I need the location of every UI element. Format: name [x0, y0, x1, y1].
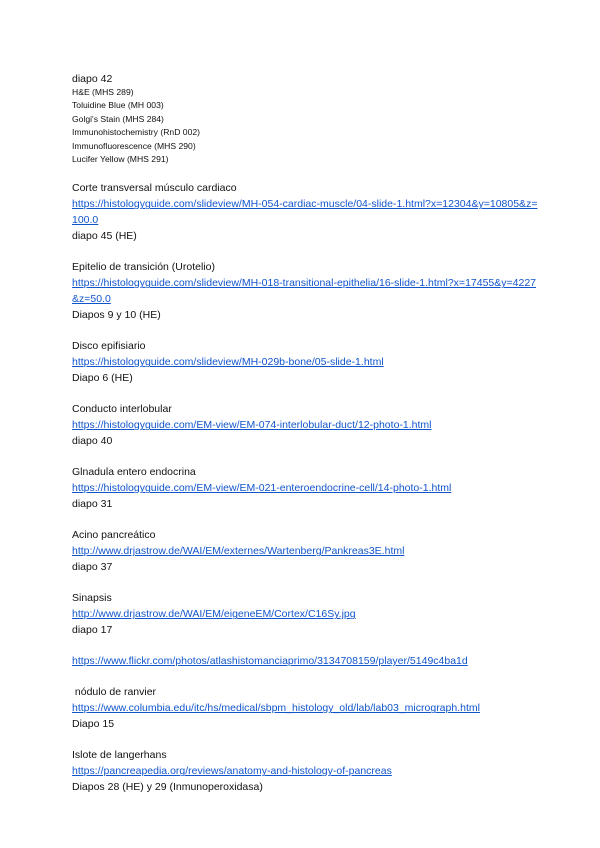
entry-note: Diapo 15	[72, 718, 115, 731]
entry-node-of-ranvier	[72, 684, 542, 732]
entry-title: Islote de langerhans	[72, 749, 167, 762]
document-page	[72, 72, 542, 795]
entry-note: diapo 31	[72, 498, 113, 511]
entry-title: Conducto interlobular	[72, 403, 172, 416]
entry-note: Diapos 28 (HE) y 29 (Inmunoperoxidasa)	[72, 781, 263, 794]
entry-title: Corte transversal músculo cardiaco	[72, 182, 237, 195]
entry-title: Epitelio de transición (Urotelio)	[72, 261, 215, 274]
entry-epiphyseal-disc	[72, 338, 542, 386]
entry-islet-of-langerhans	[72, 747, 542, 795]
stain-item: Immunofluorescence (MHS 290)	[72, 140, 196, 151]
entry-note: Diapos 9 y 10 (HE)	[72, 309, 161, 322]
stain-item: Immunohistochemistry (RnD 002)	[72, 127, 200, 138]
entry-synapse	[72, 590, 542, 638]
intro-heading: diapo 42	[72, 73, 113, 85]
entry-enteroendocrine-gland	[72, 464, 542, 512]
entry-link[interactable]: https://pancreapedia.org/reviews/anatomy-and-histology-of-pancreas	[72, 765, 392, 778]
stain-item: Golgi's Stain (MHS 284)	[72, 113, 164, 124]
entry-title: Disco epifisiario	[72, 340, 146, 353]
entry-note: diapo 40	[72, 435, 113, 448]
stain-item: H&E (MHS 289)	[72, 87, 134, 97]
stain-item: Toluidine Blue (MH 003)	[72, 100, 164, 111]
entry-note: diapo 37	[72, 561, 113, 574]
entry-cardiac-muscle	[72, 180, 542, 244]
entry-transitional-epithelium	[72, 259, 542, 323]
entry-flickr-link	[72, 653, 542, 669]
entry-link[interactable]: http://www.drjastrow.de/WAI/EM/externes/Wartenberg/Pankreas3E.html	[72, 545, 405, 558]
entry-title: Glnadula entero endocrina	[72, 466, 196, 479]
entry-note: diapo 45 (HE)	[72, 230, 137, 243]
entry-title: Sinapsis	[72, 592, 112, 605]
entry-link[interactable]: https://www.flickr.com/photos/atlashistomanciaprimo/3134708159/player/5149c4ba1d	[72, 655, 468, 668]
stain-list	[72, 86, 542, 166]
entry-interlobular-duct	[72, 401, 542, 449]
entry-pancreatic-acinus	[72, 527, 542, 575]
entry-link[interactable]: https://www.columbia.edu/itc/hs/medical/sbpm_histology_old/lab/lab03_micrograph.html	[72, 702, 480, 715]
entry-title: nódulo de ranvier	[72, 686, 157, 699]
stain-item: Lucifer Yellow (MHS 291)	[72, 154, 169, 165]
entry-note: Diapo 6 (HE)	[72, 372, 133, 385]
entry-link[interactable]: https://histologyguide.com/slideview/MH-018-transitional-epithelia/16-slide-1.html?x=17455&y=4227&z=50.0	[72, 277, 537, 306]
entry-title: Acino pancreático	[72, 529, 156, 542]
entry-link[interactable]: https://histologyguide.com/EM-view/EM-074-interlobular-duct/12-photo-1.html	[72, 419, 432, 432]
entry-note: diapo 17	[72, 624, 113, 637]
entry-link[interactable]: https://histologyguide.com/slideview/MH-029b-bone/05-slide-1.html	[72, 356, 384, 369]
entry-link[interactable]: https://histologyguide.com/slideview/MH-054-cardiac-muscle/04-slide-1.html?x=12304&y=10805&z=100.0	[72, 198, 538, 227]
entry-link[interactable]: http://www.drjastrow.de/WAI/EM/eigeneEM/Cortex/C16Sy.jpg	[72, 608, 356, 621]
entry-link[interactable]: https://histologyguide.com/EM-view/EM-021-enteroendocrine-cell/14-photo-1.html	[72, 482, 452, 495]
